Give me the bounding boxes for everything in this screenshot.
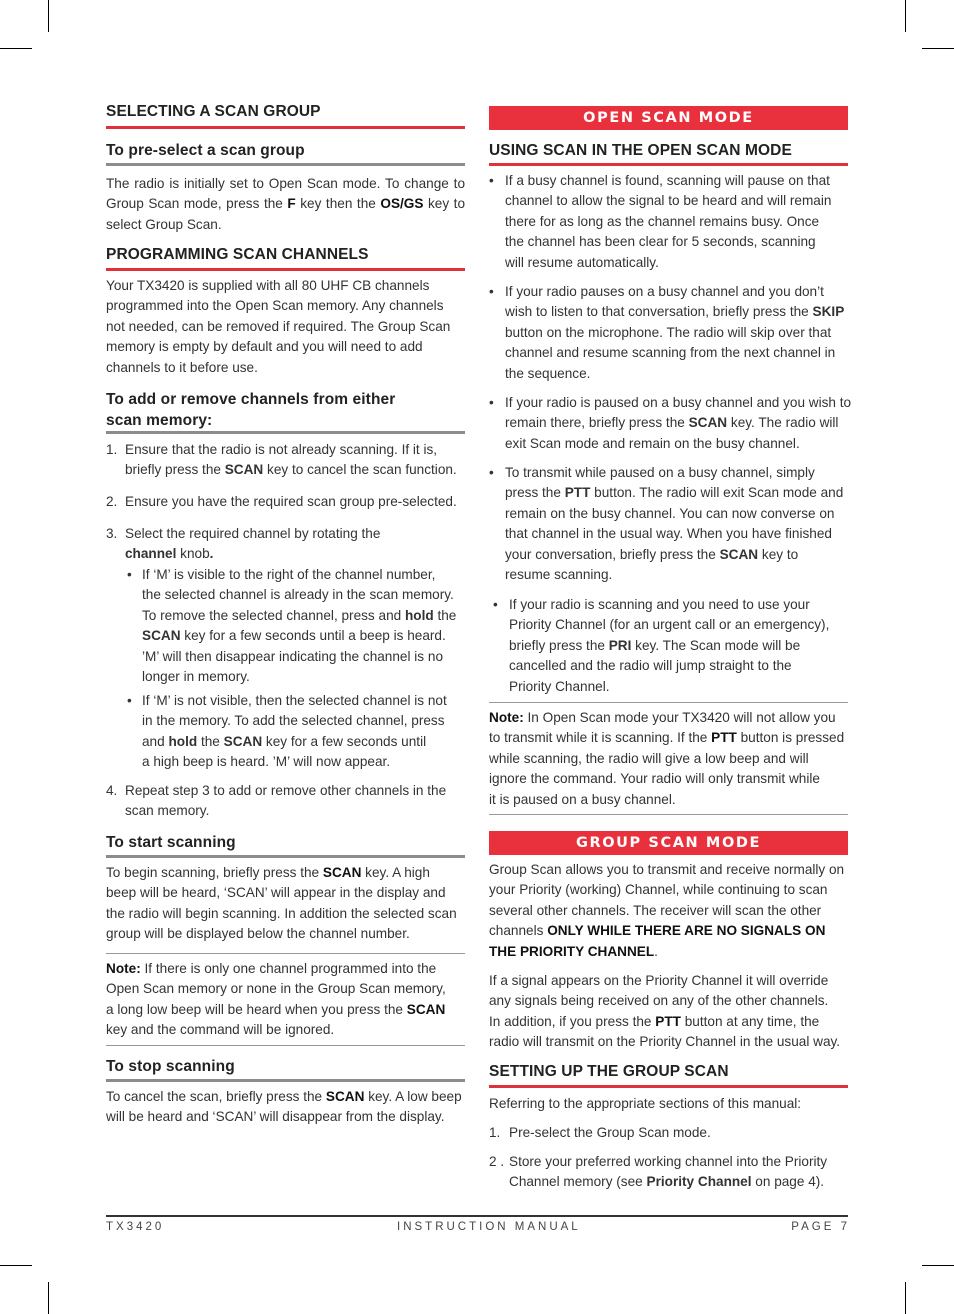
divider (106, 1079, 465, 1082)
bullet-priority: • If your radio is scanning and you need to use your Priority Channel (for an urgent call or an emergency), briefly press the PRI key. The Scan mode will be cancelled and the radio will jump straight to the Priority Channel. (493, 597, 830, 694)
list-item-step-2: 2. Ensure you have the required scan group pre-selected. (106, 494, 457, 509)
footer-rule (106, 1215, 848, 1217)
footer-manual-title: INSTRUCTION MANUAL (397, 1221, 581, 1233)
paragraph-start-scanning: To begin scanning, briefly press the SCAN key. A high beep will be heard, ‘SCAN’ will appear in the display and the radio will begin scanning. In addition the selected scan group will be displayed below the channel number. (106, 865, 457, 942)
footer-model: TX3420 (106, 1221, 165, 1233)
paragraph-stop-scanning: To cancel the scan, briefly press the SCAN key. A low beep will be heard and ‘SCAN’ will disappear from the display. (106, 1089, 462, 1125)
divider (106, 953, 465, 954)
heading-using-open-scan: USING SCAN IN THE OPEN SCAN MODE (489, 142, 792, 159)
bullet-transmit: • To transmit while paused on a busy channel, simply press the PTT button. The radio will exit Scan mode and remain on the busy channel. You can now converse on that channel in the usual way. When you have finished your conversation, briefly press the SCAN key to resume scanning. (489, 465, 844, 583)
list-item-step-2: 2 . Store your preferred working channel into the Priority Channel memory (see Priority Channel on page 4). (489, 1154, 828, 1190)
list-item-step-4: 4. Repeat step 3 to add or remove other channels in the scan memory. (106, 783, 447, 819)
paragraph-referring: Referring to the appropriate sections of this manual: (489, 1096, 802, 1111)
divider (106, 1045, 465, 1046)
divider (489, 1085, 848, 1088)
sub-bullet-m-visible: • If ‘M’ is visible to the right of the channel number, the selected channel is already in the scan memory. To remove the selected channel, press and hold the SCAN key for a few seconds until a beep is heard. ’M’ will then disappear indicating the channel is no longer in memory. (127, 567, 457, 685)
heading-selecting-scan-group: SELECTING A SCAN GROUP (106, 103, 321, 120)
list-item-step-1: 1. Pre-select the Group Scan mode. (489, 1125, 711, 1140)
divider (489, 814, 848, 815)
divider (106, 855, 465, 858)
paragraph-signal-override: If a signal appears on the Priority Channel it will override any signals being received on any of the other channels. In addition, if you press the PTT button at any time, the radio will transmit on the Priority Channel in the usual way. (489, 973, 841, 1050)
divider (106, 126, 465, 129)
heading-programming: PROGRAMMING SCAN CHANNELS (106, 246, 369, 263)
divider (489, 163, 848, 166)
heading-add-remove: To add or remove channels from either scan memory: (106, 391, 396, 429)
sub-bullet-m-not-visible: • If ‘M’ is not visible, then the selected channel is not in the memory. To add the selected channel, press and hold the SCAN key for a few seconds until a high beep is heard. ’M’ will now appear. (127, 693, 447, 770)
bullet-remain-there: • If your radio is paused on a busy channel and you wish to remain there, briefly press the SCAN key. The radio will exit Scan mode and remain on the busy channel. (489, 395, 852, 451)
crop-mark (0, 1265, 32, 1266)
crop-mark (0, 48, 32, 49)
divider (106, 163, 465, 166)
paragraph-preselect: The radio is initially set to Open Scan mode. To change to Group Scan mode, press the F key then the OS/GS key to select Group Scan. (106, 176, 466, 232)
list-item-step-3: 3. Select the required channel by rotating the channel knob. (106, 526, 381, 562)
note-open-scan: Note: In Open Scan mode your TX3420 will not allow you to transmit while it is scanning. If the PTT button is pressed while scanning, the radio will give a low beep and will ignore the command. Your radio will only transmit while it is paused on a busy channel. (489, 710, 845, 807)
heading-stop-scanning: To stop scanning (106, 1058, 235, 1075)
divider (489, 702, 848, 703)
crop-mark (905, 0, 906, 32)
bullet-skip: • If your radio pauses on a busy channel and you don’t wish to listen to that conversation, briefly press the SKIP button on the microphone. The radio will skip over that channel and resume scanning from the next channel in the sequence. (489, 284, 845, 381)
divider (106, 431, 465, 434)
bullet-busy-channel: • If a busy channel is found, scanning will pause on that channel to allow the signal to be heard and will remain there for as long as the channel remains busy. Once the channel has been clear for 5 seconds, scanning will resume automatically. (489, 173, 832, 270)
banner-group-scan-mode: GROUP SCAN MODE (489, 831, 848, 855)
crop-mark (48, 1282, 49, 1314)
paragraph-programming: Your TX3420 is supplied with all 80 UHF CB channels programmed into the Open Scan memory. Any channels not needed, can be removed if required. The Group Scan memory is empty by default and you will need to add channels to it before use. (106, 278, 451, 375)
note-single-channel: Note: If there is only one channel programmed into the Open Scan memory or none in the Group Scan memory, a long low beep will be heard when you press the SCAN key and the command will be ignored. (106, 961, 446, 1038)
crop-mark (922, 1265, 954, 1266)
crop-mark (922, 48, 954, 49)
divider (106, 268, 465, 271)
list-item-step-1: 1. Ensure that the radio is not already scanning. If it is, briefly press the SCAN key to cancel the scan function. (106, 442, 457, 478)
paragraph-group-scan: Group Scan allows you to transmit and receive normally on your Priority (working) Channel, while continuing to scan several other channels. The receiver will scan the other channels ONLY WHILE THERE ARE NO SIGNALS ON THE PRIORITY CHANNEL. (489, 862, 845, 959)
heading-preselect: To pre-select a scan group (106, 142, 305, 159)
banner-open-scan-mode: OPEN SCAN MODE (489, 106, 848, 130)
footer-page-number: PAGE 7 (791, 1221, 850, 1233)
crop-mark (905, 1282, 906, 1314)
heading-setting-up-group-scan: SETTING UP THE GROUP SCAN (489, 1063, 729, 1080)
crop-mark (48, 0, 49, 32)
heading-start-scanning: To start scanning (106, 834, 236, 851)
